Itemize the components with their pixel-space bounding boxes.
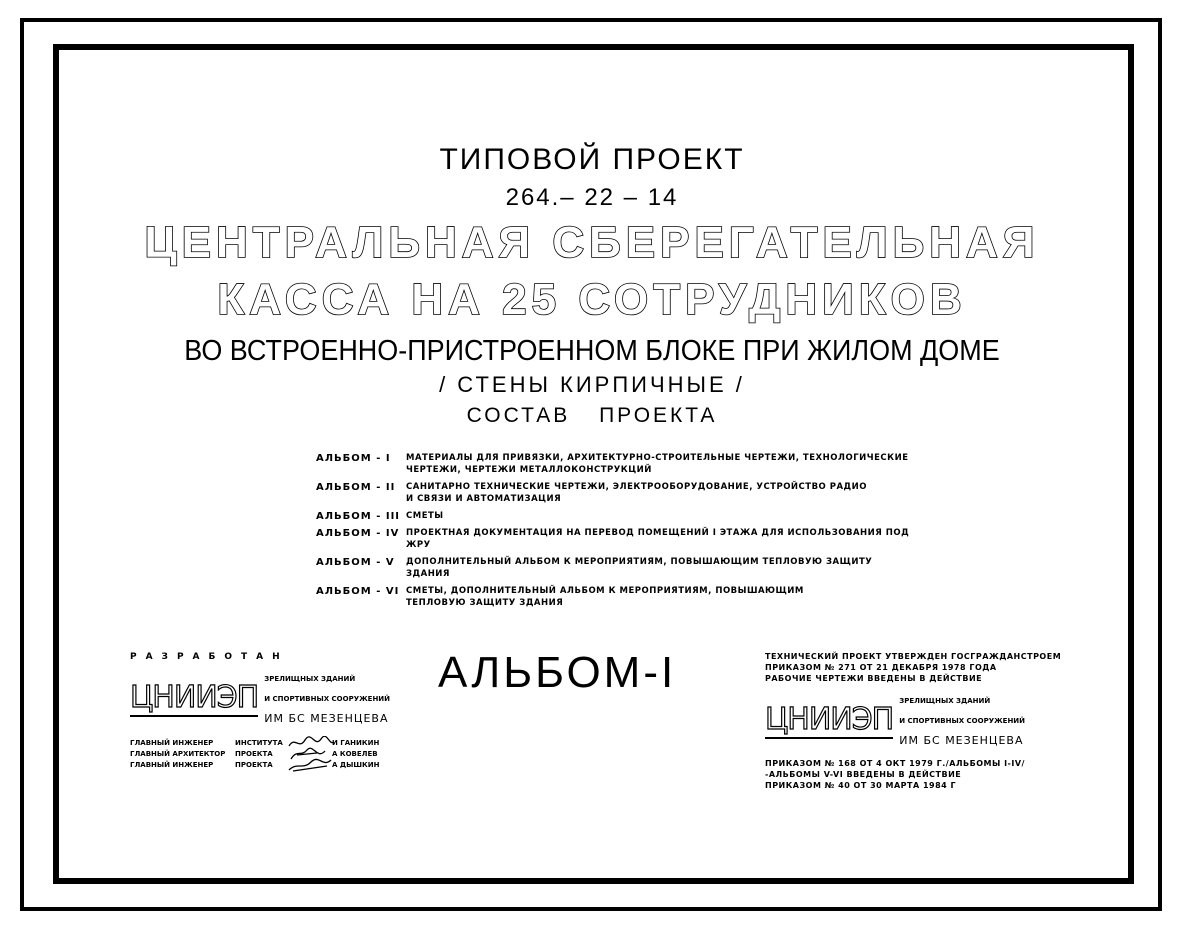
- album-list: [316, 452, 916, 614]
- signature-image: [287, 760, 332, 771]
- developer-stamp: [130, 652, 450, 771]
- title-line-2: КАССА НА 25 СОТРУДНИКОВ: [217, 275, 967, 324]
- institute-line: ЗРЕЛИЩНЫХ ЗДАНИЙ: [264, 675, 356, 683]
- institute-name: [899, 686, 1025, 756]
- album-title: АЛЬБОМ-I: [438, 648, 677, 697]
- institute-logo: ЦНИИЭП: [130, 680, 259, 715]
- developer-heading: РАЗРАБОТАН: [130, 652, 289, 662]
- institute-line: ЗРЕЛИЩНЫХ ЗДАНИЙ: [899, 697, 991, 705]
- album-description: ДОПОЛНИТЕЛЬНЫЙ АЛЬБОМ К МЕРОПРИЯТИЯМ, ПОВЫШАЮЩИМ ТЕПЛОВУЮ ЗАЩИТУ ЗДАНИЯ: [406, 557, 873, 579]
- album-description: ПРОЕКТНАЯ ДОКУМЕНТАЦИЯ НА ПЕРЕВОД ПОМЕЩЕНИЙ I ЭТАЖА ДЛЯ ИСПОЛЬЗОВАНИЯ ПОД ЖРУ: [406, 528, 910, 550]
- approval-text: ТЕХНИЧЕСКИЙ ПРОЕКТ УТВЕРЖДЕН ГОСГРАЖДАНСТРОЕМ ПРИКАЗОМ № 271 ОТ 21 ДЕКАБРЯ 1978 ГОДА РАБОЧИЕ ЧЕРТЕЖИ ВВЕДЕНЫ В ДЕЙСТВИЕ: [765, 652, 1062, 683]
- list-item: [316, 452, 916, 476]
- album-label: АЛЬБОМ - II: [316, 482, 396, 493]
- signature-row: [130, 760, 450, 771]
- signer-name: И ГАНИКИН: [332, 739, 380, 747]
- list-item: [316, 481, 916, 505]
- list-item: [316, 510, 916, 522]
- album-description: СМЕТЫ: [406, 511, 444, 521]
- signer-name: А КОВЕЛЕВ: [332, 750, 378, 758]
- signature-table: [130, 738, 450, 771]
- signer-role: ГЛАВНЫЙ ИНЖЕНЕР: [130, 761, 214, 769]
- approval-stamp: [765, 651, 1115, 791]
- institute-line: И СПОРТИВНЫХ СООРУЖЕНИЙ: [264, 695, 391, 703]
- album-label: АЛЬБОМ - I: [316, 453, 391, 464]
- project-number: 264.– 22 – 14: [505, 184, 679, 211]
- signer-role: ГЛАВНЫЙ АРХИТЕКТОР: [130, 750, 226, 758]
- institute-line: И СПОРТИВНЫХ СООРУЖЕНИЙ: [899, 717, 1026, 725]
- signer-scope: ИНСТИТУТА: [235, 739, 283, 747]
- list-item: [316, 527, 916, 551]
- contents-heading: СОСТАВ ПРОЕКТА: [466, 404, 718, 427]
- institute-name: [264, 664, 390, 734]
- album-label: АЛЬБОМ - VI: [316, 586, 400, 597]
- institute-line: ИМ БС МЕЗЕНЦЕВА: [264, 712, 389, 725]
- album-description: СМЕТЫ, ДОПОЛНИТЕЛЬНЫЙ АЛЬБОМ К МЕРОПРИЯТИЯМ, ПОВЫШАЮЩИМ ТЕПЛОВУЮ ЗАЩИТУ ЗДАНИЯ: [406, 586, 804, 608]
- signer-name: А ДЫШКИН: [332, 761, 380, 769]
- institute-logo: ЦНИИЭП: [765, 702, 894, 737]
- list-item: [316, 556, 916, 580]
- title-line-1: ЦЕНТРАЛЬНАЯ СБЕРЕГАТЕЛЬНАЯ: [144, 218, 1040, 267]
- album-label: АЛЬБОМ - III: [316, 511, 401, 522]
- institute-line: ИМ БС МЕЗЕНЦЕВА: [899, 734, 1024, 747]
- approval-orders: ПРИКАЗОМ № 168 ОТ 4 ОКТ 1979 Г./АЛЬБОМЫ I-IV/ -АЛЬБОМЫ V-VI ВВЕДЕНЫ В ДЕЙСТВИЕ ПРИКАЗОМ № 40 ОТ 30 МАРТА 1984 Г: [765, 759, 1025, 790]
- developer-org: [130, 664, 450, 734]
- album-description: САНИТАРНО ТЕХНИЧЕСКИЕ ЧЕРТЕЖИ, ЭЛЕКТРООБОРУДОВАНИЕ, УСТРОЙСТВО РАДИО И СВЯЗИ И АВТОМАТИЗАЦИЯ: [406, 482, 867, 504]
- list-item: [316, 585, 916, 609]
- wall-type: / СТЕНЫ КИРПИЧНЫЕ /: [439, 372, 745, 397]
- subtitle: ВО ВСТРОЕННО-ПРИСТРОЕННОМ БЛОКЕ ПРИ ЖИЛОМ ДОМЕ: [184, 335, 1000, 367]
- approval-org: [765, 686, 1115, 756]
- album-label: АЛЬБОМ - V: [316, 557, 395, 568]
- album-description: МАТЕРИАЛЫ ДЛЯ ПРИВЯЗКИ, АРХИТЕКТУРНО-СТРОИТЕЛЬНЫЕ ЧЕРТЕЖИ, ТЕХНОЛОГИЧЕСКИЕ ЧЕРТЕЖИ, ЧЕРТЕЖИ МЕТАЛЛОКОНСТРУКЦИЙ: [406, 453, 909, 475]
- signer-scope: ПРОЕКТА: [235, 761, 273, 769]
- signer-scope: ПРОЕКТА: [235, 750, 273, 758]
- album-label: АЛЬБОМ - IV: [316, 528, 400, 539]
- signer-role: ГЛАВНЫЙ ИНЖЕНЕР: [130, 739, 214, 747]
- project-type: ТИПОВОЙ ПРОЕКТ: [439, 143, 745, 176]
